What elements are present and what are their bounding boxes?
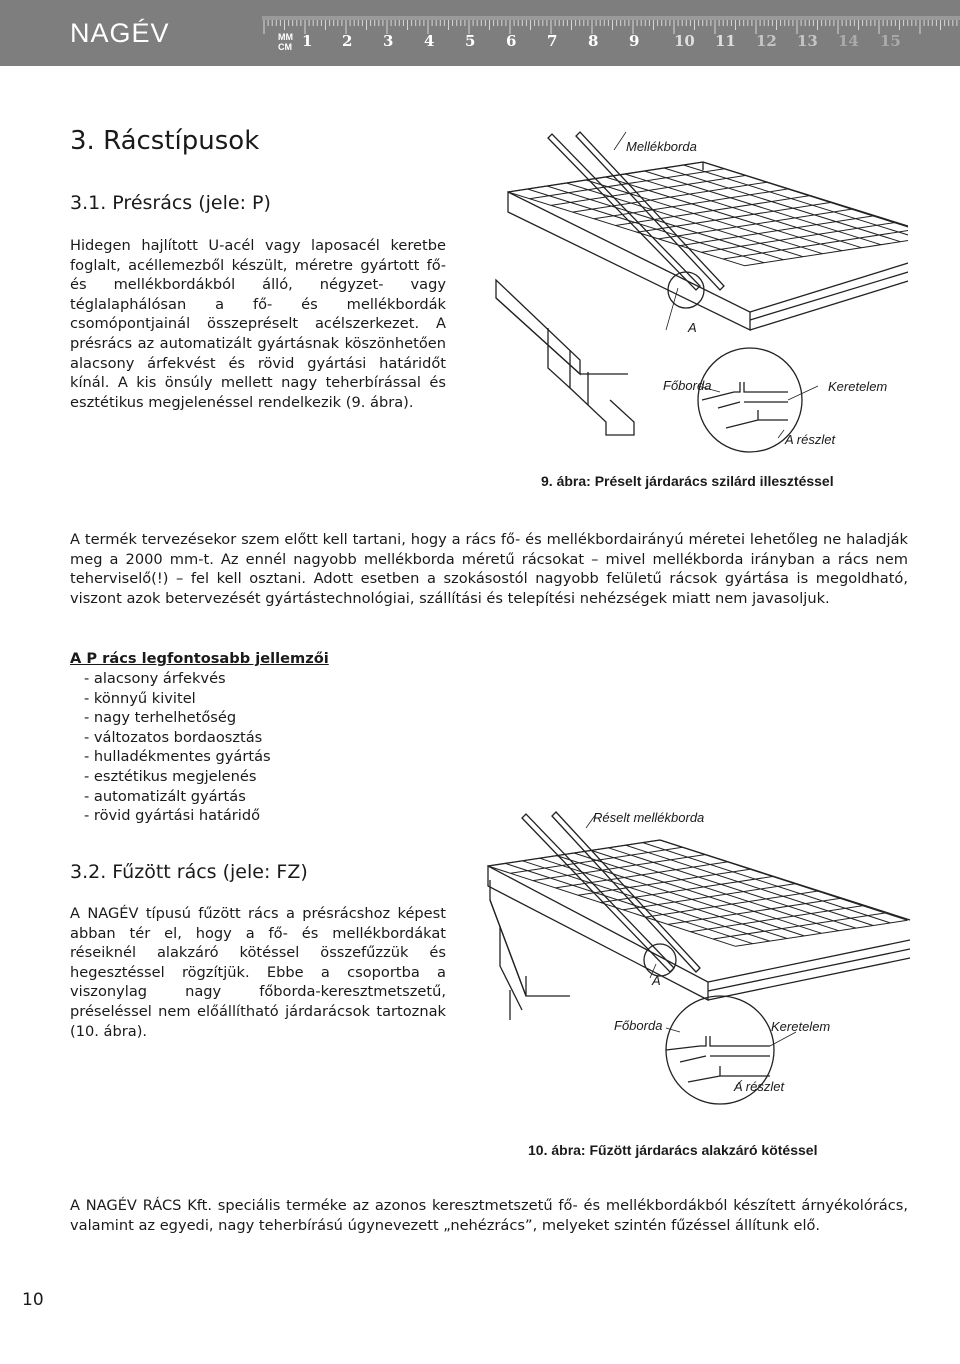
grating-bar xyxy=(522,861,770,941)
grating-bar xyxy=(511,847,683,873)
label-mellekborda: Mellékborda xyxy=(626,139,697,154)
grating-bar xyxy=(533,855,705,881)
grating-bar xyxy=(505,863,753,943)
grating-bar xyxy=(645,171,882,245)
ruler-number: 7 xyxy=(547,32,558,50)
paragraph-design-notes: A termék tervezésekor szem előtt kell tartani, hogy a rács fő- és mellékbordairányú méretei lehetőleg ne haladják meg a 2000 mm-t. Az ennél nagyobb mellékborda méretű rácsokat – mivel mellékborda irányban a rács nem teherviselő(!) – fel kell osztani. Adott esetben a szokásostól nagyobb felületű rácsok gyártása is megoldható, viszont azok betervezését gyártástechnológiai, szállítási és telepítési nehézségek miatt nem javasoljuk. xyxy=(70,531,908,607)
ruler-number: 12 xyxy=(756,32,777,50)
ruler-number: 8 xyxy=(588,32,599,50)
label-a: A xyxy=(688,320,697,335)
grating-bar xyxy=(488,866,736,946)
grating-bar xyxy=(601,877,773,903)
grating-bar xyxy=(745,236,909,266)
grating-bar xyxy=(691,906,863,932)
grating-bar xyxy=(557,856,805,936)
ruler-unit-cm: CM xyxy=(278,42,292,52)
grating-bar xyxy=(528,189,765,263)
grating-bar xyxy=(668,898,840,924)
ruler-number: 3 xyxy=(383,32,394,50)
label-a: A xyxy=(652,973,661,988)
list-item: - alacsony árfekvés xyxy=(84,670,226,687)
subsection-title-presracs: 3.1. Présrács (jele: P) xyxy=(70,192,271,214)
ruler-number: 10 xyxy=(674,32,695,50)
features-title xyxy=(70,650,329,667)
ruler-number: 6 xyxy=(506,32,517,50)
ruler-number: 1 xyxy=(302,32,313,50)
grating-bar xyxy=(626,845,874,925)
list-item: - automatizált gyártás xyxy=(84,787,246,805)
list-item: - rövid gyártási határidő xyxy=(84,807,261,825)
grating-bar xyxy=(646,891,818,917)
list-item: - esztétikus megjelenés xyxy=(84,767,257,785)
grating-bar xyxy=(625,174,862,248)
grating-bar xyxy=(660,840,908,920)
grating-bar xyxy=(608,848,856,928)
grating-bar xyxy=(736,920,908,946)
label-a-reszlet: A részlet xyxy=(785,432,836,447)
figure-9-pressed-grating xyxy=(488,130,908,460)
features-list xyxy=(84,669,271,826)
grating-bar xyxy=(540,858,788,938)
list-item: - nagy terhelhetőség xyxy=(84,709,237,727)
label-reselt-mellekborda: Réselt mellékborda xyxy=(593,810,705,825)
grating-bar xyxy=(623,884,795,910)
ruler-unit-mm: MM xyxy=(278,32,293,42)
grating-bar xyxy=(488,840,660,866)
grating-bar xyxy=(664,168,901,242)
ruler-number: 11 xyxy=(715,32,736,50)
ruler-number: 2 xyxy=(342,32,353,50)
paragraph-presracs: Hidegen hajlított U-acél vagy laposacél keretbe foglalt, acéllemezből készült, méretre gyártott fő- és mellékbordákból álló, négyzet- vagy téglalaphálósan a fő- és mellékbordák csomópontjainál összepréselt acélszerkezet. A présrács az automatizált gyártásnak köszönhetően alacsony árfekvést és rövid gyártási határidőt kínál. A kis önsúly mellett nagy teherbírással és esztétikus megjelenéssel rendelkezik (9. ábra). xyxy=(70,237,446,411)
ruler-number: 14 xyxy=(838,32,859,50)
figure-10-threaded-grating xyxy=(470,800,920,1110)
brand-name: NAGÉV xyxy=(70,18,170,48)
page-header xyxy=(0,0,960,66)
ruler-number: 15 xyxy=(880,32,901,50)
label-keretelem: Keretelem xyxy=(828,379,888,394)
ruler-number: 9 xyxy=(629,32,640,50)
paragraph-nagev-special: A NAGÉV RÁCS Kft. speciális terméke az azonos keresztmetszetű fő- és mellékbordákból készített árnyékolórács, valamint az egyedi, nagy teherbírású úgynevezett „nehézrács”, melyeket szintén fűzéssel állítunk elő. xyxy=(70,1197,908,1234)
list-item: - hulladékmentes gyártás xyxy=(84,748,271,766)
grating-bar xyxy=(586,180,823,254)
grating-bar xyxy=(574,853,822,933)
page-number: 10 xyxy=(22,1290,44,1310)
grating-bar xyxy=(578,869,750,895)
label-foborda: Főborda xyxy=(614,1018,663,1033)
ruler-number: 4 xyxy=(424,32,435,50)
grating-bar xyxy=(643,843,891,923)
subsection-title-fuzott: 3.2. Fűzött rács (jele: FZ) xyxy=(70,861,308,883)
grating-bar xyxy=(556,862,728,888)
list-item: - könnyű kivitel xyxy=(84,689,196,707)
label-foborda: Főborda xyxy=(663,378,712,393)
grating-bar xyxy=(606,177,843,251)
features-title-text: A P rács legfontosabb jellemzői xyxy=(70,650,329,667)
ruler-number: 5 xyxy=(465,32,476,50)
label-a-reszlet: A részlet xyxy=(734,1079,785,1094)
figure-9-caption: 9. ábra: Préselt járdarács szilárd illesztéssel xyxy=(541,473,834,489)
label-keretelem: Keretelem xyxy=(771,1019,831,1034)
section-title: 3. Rácstípusok xyxy=(70,126,260,156)
ruler-number: 13 xyxy=(797,32,818,50)
ruler-unit-label xyxy=(278,32,293,52)
paragraph-fuzott: A NAGÉV típusú fűzött rács a présrácshoz képest abban tér el, hogy a fő- és mellékbordákat réseiknél alakzáró kötéssel összefűzzük és hegesztéssel rögzítjük. Ebbe a csoportba a viszonylag nagy főborda-keresztmetszetű, préseléssel nem előállítható járdarácsok tartoznak (10. ábra). xyxy=(70,905,446,1040)
figure-10-caption: 10. ábra: Fűzött járdarács alakzáró kötéssel xyxy=(528,1142,818,1158)
grating-bar xyxy=(713,913,885,939)
list-item: - változatos bordaosztás xyxy=(84,728,263,746)
